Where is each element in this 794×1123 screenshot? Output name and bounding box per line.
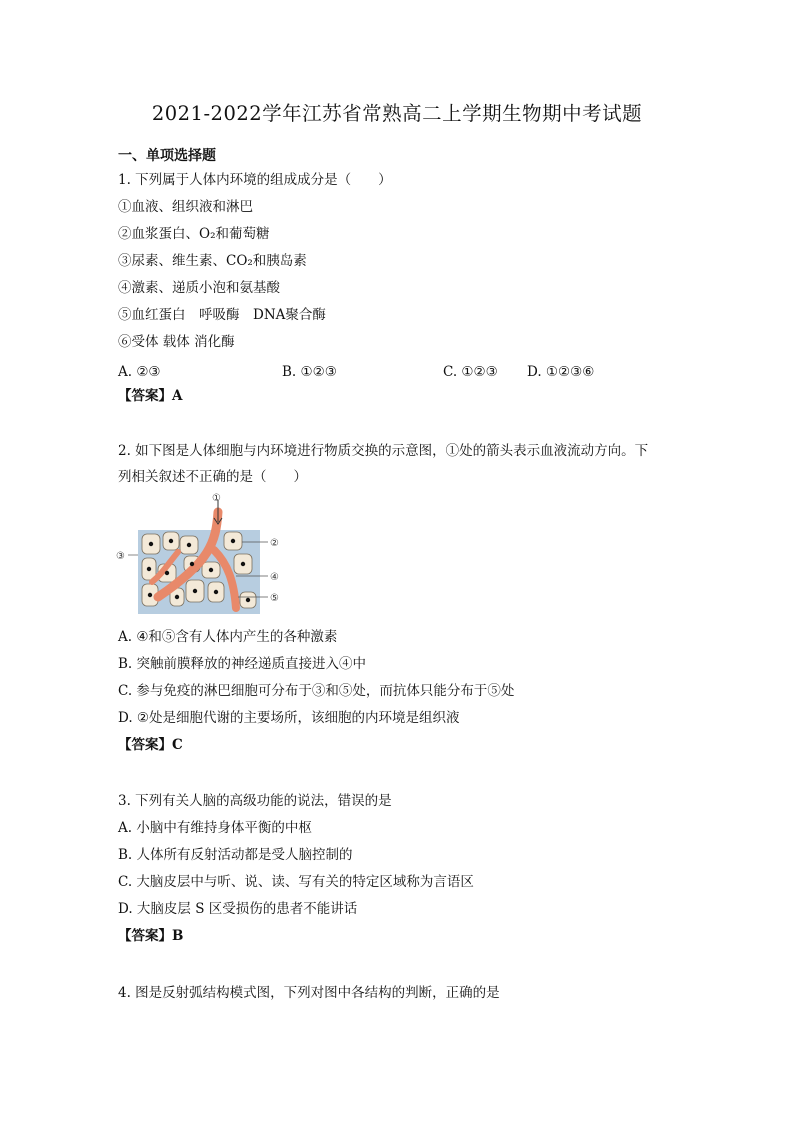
q3-option-b: B. 人体所有反射活动都是受人脑控制的 [118, 847, 353, 863]
q1-answer: 【答案】A [118, 388, 183, 404]
q2-option-d: D. ②处是细胞代谢的主要场所，该细胞的内环境是组织液 [118, 710, 460, 726]
q1-item-1: ①血液、组织液和淋巴 [118, 199, 253, 215]
figure-label-2: ② [270, 538, 279, 549]
q1-option-d: D. ①②③⑥ [527, 364, 595, 380]
figure-label-1: ① [212, 493, 221, 504]
q2-option-a: A. ④和⑤含有人体内产生的各种激素 [118, 629, 338, 645]
q4-stem: 4. 图是反射弧结构模式图，下列对图中各结构的判断，正确的是 [118, 985, 500, 1001]
q1-item-4: ④激素、递质小泡和氨基酸 [118, 280, 280, 296]
figure-label-5: ⑤ [270, 593, 279, 604]
tissue-exchange-figure [118, 492, 298, 622]
q3-option-c: C. 大脑皮层中与听、说、读、写有关的特定区域称为言语区 [118, 874, 474, 890]
figure-label-3: ③ [116, 551, 125, 562]
q2-answer: 【答案】C [118, 737, 183, 753]
q1-option-c: C. ①②③ [443, 364, 498, 380]
q1-item-5: ⑤血红蛋白 呼吸酶 DNA聚合酶 [118, 307, 326, 323]
q2-stem-line1: 2. 如下图是人体细胞与内环境进行物质交换的示意图，①处的箭头表示血液流动方向。下 [118, 443, 649, 459]
figure-label-4: ④ [270, 572, 279, 583]
q1-item-3: ③尿素、维生素、CO₂和胰岛素 [118, 253, 307, 269]
q2-stem-line2: 列相关叙述不正确的是（ ） [118, 469, 307, 485]
q3-stem: 3. 下列有关人脑的高级功能的说法，错误的是 [118, 793, 392, 809]
page-title: 2021-2022学年江苏省常熟高二上学期生物期中考试题 [151, 102, 643, 125]
q2-option-b: B. 突触前膜释放的神经递质直接进入④中 [118, 656, 367, 672]
q3-option-d: D. 大脑皮层 S 区受损伤的患者不能讲话 [118, 901, 358, 917]
q1-item-6: ⑥受体 载体 消化酶 [118, 334, 235, 350]
q1-option-b: B. ①②③ [282, 364, 337, 380]
q2-option-c: C. 参与免疫的淋巴细胞可分布于③和⑤处，而抗体只能分布于⑤处 [118, 683, 515, 699]
q1-option-a: A. ②③ [118, 364, 161, 380]
q3-option-a: A. 小脑中有维持身体平衡的中枢 [118, 820, 312, 836]
q1-item-2: ②血浆蛋白、O₂和葡萄糖 [118, 226, 270, 242]
section-heading: 一、单项选择题 [118, 148, 216, 164]
q1-stem: 1. 下列属于人体内环境的组成成分是（ ） [118, 172, 392, 188]
q3-answer: 【答案】B [118, 928, 184, 944]
